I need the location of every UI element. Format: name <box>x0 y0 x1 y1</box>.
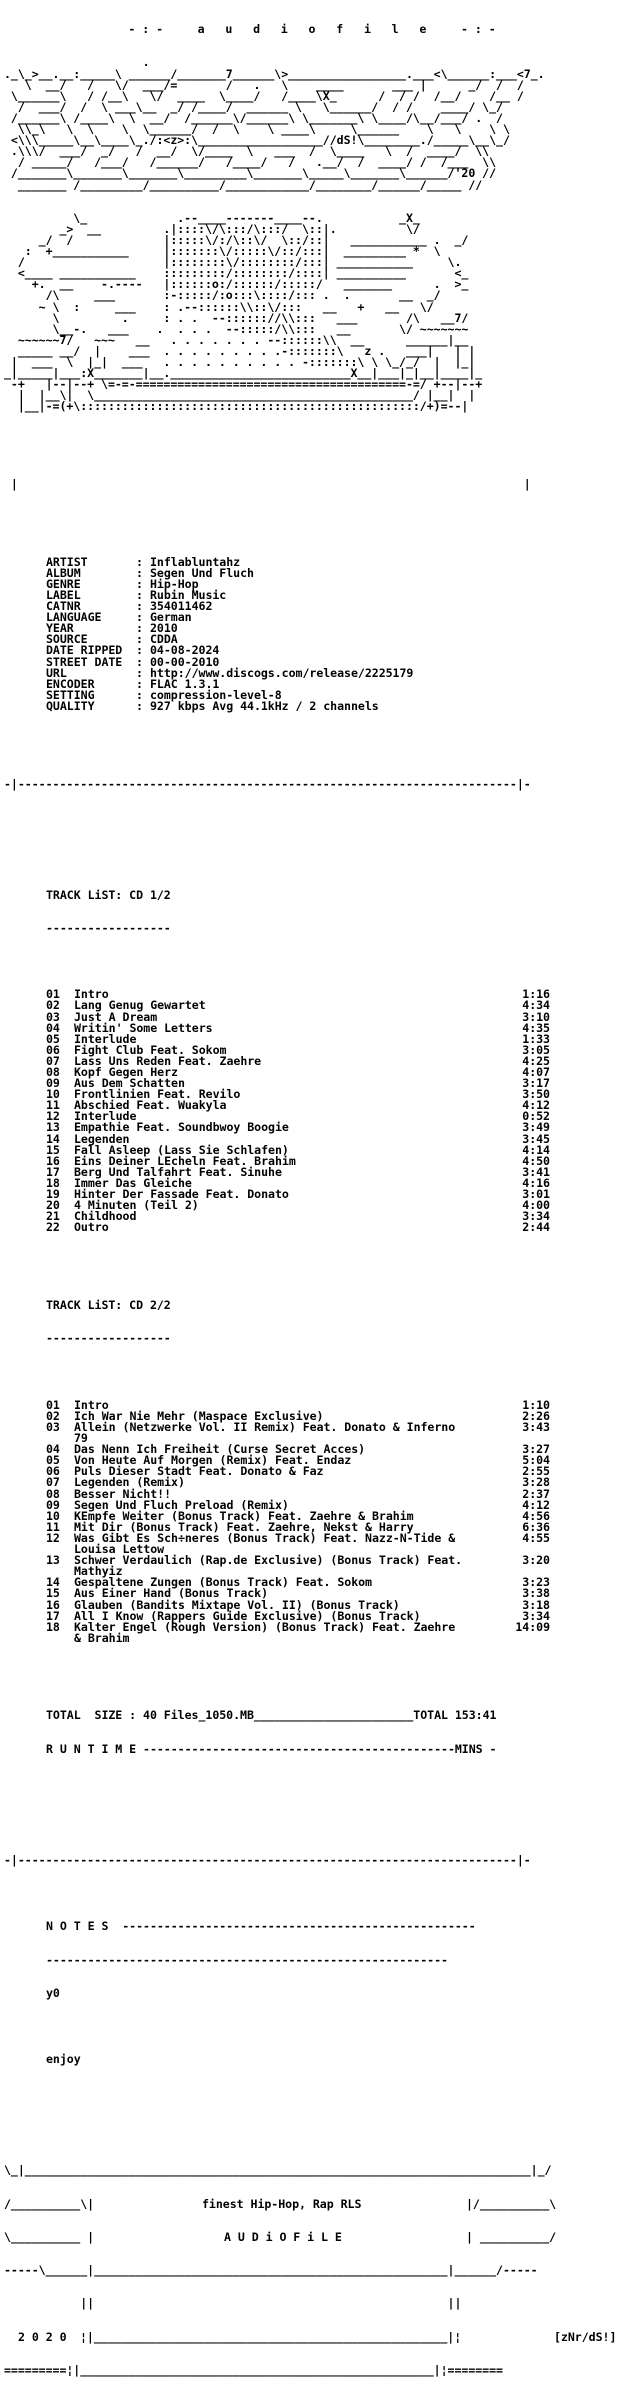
info-key: STREET DATE <box>46 654 123 669</box>
track-title-continuation: & Brahim <box>74 1630 130 1645</box>
track-title: Childhood <box>74 1209 137 1224</box>
track-number: 15 <box>46 1142 60 1157</box>
track-number: 11 <box>46 1519 60 1534</box>
track-number: 14 <box>46 1131 60 1146</box>
info-value: 2010 <box>150 621 178 636</box>
info-value: Rubin Music <box>150 587 227 602</box>
track-time: 3:38 <box>522 1586 550 1601</box>
track-time: 3:17 <box>522 1076 550 1091</box>
section-divider: -|------------------------------------------------------------------------|- <box>4 776 531 791</box>
info-key: URL <box>46 665 67 680</box>
info-row <box>4 698 620 713</box>
footer-border-1: \_|_________________________________________________________________________|_/ <box>4 2163 552 2178</box>
track-number: 22 <box>46 1220 60 1235</box>
track-title: Abschied Feat. Wuakyla <box>74 1098 227 1113</box>
track-title: Was Gibt Es Sch÷neres (Bonus Track) Feat. Nazz-N-Tide & <box>74 1530 456 1545</box>
building-art-line: _> __ .|::::\/\:::/\:::/ \::|. \/ <box>4 221 476 236</box>
track-time: 3:43 <box>522 1420 550 1434</box>
track-time: 3:20 <box>522 1553 550 1568</box>
track-title: Interlude <box>74 1031 137 1046</box>
notes-heading: N O T E S --------------------------------------------------- <box>46 1919 476 1934</box>
footer-tagline: finest Hip-Hop, Rap RLS <box>202 2196 362 2211</box>
track-number: 04 <box>46 1442 60 1457</box>
track-number: 17 <box>46 1164 60 1179</box>
info-key: LABEL <box>46 587 81 602</box>
track-number: 05 <box>46 1453 60 1468</box>
track-number: 03 <box>46 1420 60 1434</box>
frame-border-top: | | <box>4 477 531 492</box>
track-number: 16 <box>46 1153 60 1168</box>
track-title: Immer Das Gleiche <box>74 1175 192 1190</box>
track-title: Von Heute Auf Morgen (Remix) Feat. Endaz <box>74 1453 352 1468</box>
info-key: CATNR <box>46 599 81 614</box>
track-title: Intro <box>74 987 109 1002</box>
logo-art-line: \______\ / /__\ \/ ____ \____/ /____\X_ / / / /__/ /__ / <box>4 88 531 103</box>
track-time: 4:56 <box>522 1508 550 1523</box>
notes-divider-top: -|------------------------------------------------------------------------|- <box>4 1852 531 1867</box>
building-art-line: |__|-=(+\:::::::::::::::::::::::::::::::::::::::::::::::::/+)=--| <box>4 399 483 414</box>
info-value: http://www.discogs.com/release/2225179 <box>150 665 414 680</box>
track-title: Kopf Gegen Herz <box>74 1065 178 1079</box>
track-title: 4 Minuten (Teil 2) <box>74 1198 199 1213</box>
building-art-line: /\ ___ :-:::::/:o:::\::::/::: . . __ _/ <box>4 288 469 303</box>
logo-art-line: /_______\_______\_______\_________\_______\_____\_______\______/'20 // <box>4 166 510 181</box>
info-key: ARTIST <box>46 554 88 569</box>
track-time: 2:37 <box>522 1486 550 1501</box>
footer-border-3: || || <box>4 2296 462 2311</box>
track-time: 3:49 <box>522 1120 550 1135</box>
track-time: 5:04 <box>522 1453 550 1468</box>
track-number: 18 <box>46 1175 60 1190</box>
track-title: Ich War Nie Mehr (Maspace Exclusive) <box>74 1408 324 1423</box>
info-row <box>4 612 620 623</box>
info-key: ALBUM <box>46 565 81 580</box>
track-number: 01 <box>46 1397 60 1412</box>
footer-border-4: =========¦|___________________________________________________|¦======== <box>4 2362 503 2377</box>
track-title: Mit Dir (Bonus Track) Feat. Zaehre, Nekst & Harry <box>74 1519 414 1534</box>
info-key: QUALITY <box>46 698 95 713</box>
footer-year: 2 0 2 0 <box>18 2329 67 2344</box>
info-value: Hip-Hop <box>150 576 199 591</box>
track-title: Legenden <box>74 1131 130 1146</box>
track-number: 13 <box>46 1120 60 1135</box>
track-title: Intro <box>74 1397 109 1412</box>
track-title: Just A Dream <box>74 1009 158 1024</box>
track-number: 16 <box>46 1597 60 1612</box>
building-art-line: : +___________ |:::::::\/:::::\/::/:::| _________ * \ <box>4 244 469 259</box>
info-key: DATE RIPPED <box>46 643 123 658</box>
track-number: 02 <box>46 1408 60 1423</box>
building-art-line: +. __ -.---- |::::::o:/::::::/:::::/ _______ . >_ <box>4 277 476 292</box>
info-separator: : <box>136 587 143 602</box>
logo-art-line: .\\\/ ___/ _/ / __/ \/____ \ ___ / \____ \ / ____/ \\ <box>4 144 503 159</box>
logo-art-line: \\_\ \ \ \ \______/ / \ \ ____\ \______ \ \ \ \ <box>4 122 524 137</box>
track-time: 4:07 <box>522 1065 550 1079</box>
track-time: 4:50 <box>522 1153 550 1168</box>
track-title: Outro <box>74 1220 109 1235</box>
logo-art-line: <\\\_____\__\____\_./:<z>:\__________________//dS!\________./_____\__\_/ <box>4 133 517 148</box>
track-number: 17 <box>46 1608 60 1623</box>
track-row <box>4 1422 620 1433</box>
track-title: All I Know (Rappers Guide Exclusive) (Bonus Track) <box>74 1608 421 1623</box>
track-time: 2:26 <box>522 1408 550 1423</box>
footer-brand-row: \__________ | A U D i O F i L E | __________/ <box>4 2229 557 2244</box>
track-number: 10 <box>46 1087 60 1102</box>
building-art-line: ~ \ : ___ : .--::::::\\::\/::: __ + __ \/ <box>4 299 462 314</box>
track-time: 3:28 <box>522 1475 550 1490</box>
track-number: 07 <box>46 1053 60 1068</box>
track-time: 4:12 <box>522 1098 550 1113</box>
track-title-continuation: Mathyiz <box>74 1564 123 1579</box>
info-separator: : <box>136 632 143 647</box>
logo-art-line: / _____/ /___/ /______/ /____/ / .__/ / ____/ / /___ \\ <box>4 155 510 170</box>
building-art-line: \ . : . . --:::::://\\::: ___ /\ __7/ <box>4 310 476 325</box>
track-title: Lass Uns Reden Feat. Zaehre <box>74 1053 262 1068</box>
track-number: 01 <box>46 987 60 1002</box>
info-separator: : <box>136 698 143 713</box>
track-time: 1:16 <box>522 987 550 1002</box>
track-title: Segen Und Fluch Preload (Remix) <box>74 1497 289 1512</box>
track-title: Das Nenn Ich Freiheit (Curse Secret Acces) <box>74 1442 366 1457</box>
notes-line-2: enjoy <box>46 2052 81 2067</box>
track-time: 3:10 <box>522 1009 550 1024</box>
logo-art-line: \ __/ / \/ ___/= / . \ ____ ___ | _/ / / <box>4 77 531 92</box>
logo-art-line: _______ /_________/__________/____________/________/______/_____ // <box>4 177 503 192</box>
logo-art-line: /______\ /____\ \ __/ /______\/______\ \_______\ \____/\__/___/ . / <box>4 110 524 125</box>
track-title: Berg Und Talfahrt Feat. Sinuhe <box>74 1164 282 1179</box>
track-time: 3:18 <box>522 1597 550 1612</box>
track-title: Glauben (Bandits Mixtape Vol. II) (Bonus Track) <box>74 1597 400 1612</box>
info-separator: : <box>136 687 143 702</box>
info-row <box>4 576 620 591</box>
track-time: 0:52 <box>522 1109 550 1124</box>
track-number: 06 <box>46 1042 60 1057</box>
footer-tagline-row: /__________\| finest Hip-Hop, Rap RLS |/__________\ <box>4 2196 557 2211</box>
info-row <box>4 676 620 691</box>
track-number: 15 <box>46 1586 60 1601</box>
info-value: Segen Und Fluch <box>150 565 254 580</box>
track-number: 03 <box>46 1009 60 1024</box>
info-separator: : <box>136 654 143 669</box>
track-time: 4:16 <box>522 1175 550 1190</box>
track-title: Aus Dem Schatten <box>74 1076 185 1091</box>
track-number: 12 <box>46 1530 60 1545</box>
info-value: FLAC 1.3.1 <box>150 676 220 691</box>
track-time: 14:09 <box>515 1619 550 1634</box>
track-number: 13 <box>46 1553 60 1568</box>
info-key: SETTING <box>46 687 95 702</box>
track-number: 12 <box>46 1109 60 1124</box>
info-separator: : <box>136 610 143 625</box>
track-title: Allein (Netzwerke Vol. II Remix) Feat. Donato & Inferno <box>74 1420 456 1434</box>
cd2-heading: TRACK LiST: CD 2/2 <box>46 1297 171 1312</box>
track-time: 3:23 <box>522 1575 550 1590</box>
track-number: 08 <box>46 1065 60 1079</box>
info-key: GENRE <box>46 576 81 591</box>
cd1-track-list <box>4 989 620 1233</box>
info-separator: : <box>136 676 143 691</box>
logo-art-line: ._\_>__.__:_____\ ______/_______7______\>_________________.___<\______:___<7_. <box>4 66 545 81</box>
track-title: KEmpfe Weiter (Bonus Track) Feat. Zaehre & Brahim <box>74 1508 414 1523</box>
track-title: Interlude <box>74 1109 137 1124</box>
info-value: 00-00-2010 <box>150 654 220 669</box>
track-number: 08 <box>46 1486 60 1501</box>
info-row <box>4 665 620 680</box>
track-time: 3:41 <box>522 1164 550 1179</box>
track-number: 09 <box>46 1497 60 1512</box>
info-key: LANGUAGE <box>46 610 102 625</box>
track-time: 3:05 <box>522 1042 550 1057</box>
info-separator: : <box>136 576 143 591</box>
info-key: ENCODER <box>46 676 95 691</box>
notes-divider: ---------------------------------------------------------- <box>46 1952 448 1967</box>
track-time: 1:33 <box>522 1031 550 1046</box>
track-title: Kalter Engel (Rough Version) (Bonus Track) Feat. Zaehre <box>74 1619 456 1634</box>
track-number: 02 <box>46 998 60 1013</box>
total-size-line: TOTAL SIZE : 40 Files_1050.MB_______________________TOTAL 153:41 <box>46 1708 497 1723</box>
building-art-line: / |::::::::\/::::::::/:::| ___________ \. <box>4 255 476 270</box>
logo-art-line: . <box>4 55 524 70</box>
track-time: 4:35 <box>522 1020 550 1035</box>
building-art-line: | |__\| \______________________________________________/ |__| | <box>4 388 490 403</box>
info-value: 927 kbps Avg 44.1kHz / 2 channels <box>150 698 379 713</box>
info-separator: : <box>136 554 143 569</box>
track-time: 4:12 <box>522 1497 550 1512</box>
logo-ascii-art <box>4 57 620 190</box>
track-time: 4:00 <box>522 1198 550 1213</box>
track-number: 07 <box>46 1475 60 1490</box>
info-value: 354011462 <box>150 599 213 614</box>
info-separator: : <box>136 665 143 680</box>
track-title: Schwer Verdaulich (Rap.de Exclusive) (Bonus Track) Feat. <box>74 1553 463 1568</box>
track-number: 21 <box>46 1209 60 1224</box>
building-art-line: ~~~~~~7/ ~~~ __ . . . . . . . --::::::\\ __ ______|__ <box>4 332 476 347</box>
track-number: 14 <box>46 1575 60 1590</box>
track-title-continuation: 79 <box>74 1431 88 1446</box>
track-time: 6:36 <box>522 1519 550 1534</box>
track-title: Lang Genug Gewartet <box>74 998 206 1013</box>
footer-brand: A U D i O F i L E <box>224 2229 342 2244</box>
cd2-track-list <box>4 1397 620 1645</box>
track-title: Gespaltene Zungen (Bonus Track) Feat. Sokom <box>74 1575 372 1590</box>
track-time: 3:50 <box>522 1087 550 1102</box>
info-row <box>4 623 620 634</box>
building-art-line: \__-. ___ . . . . --:::::/\\::: __ \/ ~~~~~~~ <box>4 321 476 336</box>
building-art-line: <____ ___________ :::::::::/::::::::/::::| __________ <_ <box>4 266 476 281</box>
cd1-heading-underline: ------------------ <box>46 920 171 935</box>
track-time: 2:44 <box>522 1220 550 1235</box>
track-title: Aus Einer Hand (Bonus Track) <box>74 1586 269 1601</box>
track-number: 10 <box>46 1508 60 1523</box>
track-row-continuation <box>4 1630 620 1645</box>
track-number: 11 <box>46 1098 60 1113</box>
building-ascii-art <box>4 210 620 414</box>
info-separator: : <box>136 565 143 580</box>
info-value: German <box>150 610 192 625</box>
nfo-document <box>4 2 620 2387</box>
track-row <box>4 1222 620 1233</box>
track-time: 3:27 <box>522 1442 550 1457</box>
track-number: 09 <box>46 1076 60 1091</box>
track-title-continuation: Louisa Lettow <box>74 1542 165 1557</box>
track-time: 4:25 <box>522 1053 550 1068</box>
info-value: Inflabluntahz <box>150 554 241 569</box>
track-time: 4:55 <box>522 1530 550 1545</box>
track-time: 3:34 <box>522 1209 550 1224</box>
info-row <box>4 554 620 569</box>
info-row <box>4 587 620 602</box>
track-time: 3:01 <box>522 1187 550 1202</box>
track-time: 4:34 <box>522 998 550 1013</box>
header-title: - : - a u d i o f i l e - : - <box>128 22 496 37</box>
release-info <box>4 554 620 713</box>
info-value: compression-level-8 <box>150 687 282 702</box>
footer-border-2: -----\______|___________________________________________________|______/----- <box>4 2263 538 2278</box>
track-time: 3:34 <box>522 1608 550 1623</box>
track-title: Fall Asleep (Lass Sie Schlafen) <box>74 1142 289 1157</box>
track-title: Hinter Der Fassade Feat. Donato <box>74 1187 289 1202</box>
track-title: Besser Nicht!! <box>74 1486 172 1501</box>
info-key: SOURCE <box>46 632 88 647</box>
info-separator: : <box>136 621 143 636</box>
cd1-heading: TRACK LiST: CD 1/2 <box>46 887 171 902</box>
info-value: 04-08-2024 <box>150 643 220 658</box>
building-art-line: -+ |--|--+ \=-=-=======================================-=/ +--|--+ <box>4 377 497 392</box>
info-separator: : <box>136 643 143 658</box>
runtime-line: R U N T I M E ---------------------------------------------MINS - <box>46 1741 497 1756</box>
track-title: Eins Deiner LEcheln Feat. Brahim <box>74 1153 296 1168</box>
track-time: 3:45 <box>522 1131 550 1146</box>
track-number: 18 <box>46 1619 60 1634</box>
info-value: CDDA <box>150 632 178 647</box>
building-art-line: | ___ \ |_| ___ . . . . . . . . . . -:::::::\ \ \_/_/ | |_| <box>4 355 483 369</box>
building-art-line: \_ .--____-------____--. _X_ <box>4 210 469 225</box>
track-number: 04 <box>46 1020 60 1035</box>
track-time: 4:14 <box>522 1142 550 1157</box>
track-number: 20 <box>46 1198 60 1213</box>
building-art-line: _____ __/ | ___ . . . . . . . . .-:::::::\ z . ___| | | <box>4 343 476 358</box>
track-title: Fight Club Feat. Sokom <box>74 1042 227 1057</box>
info-row <box>4 565 620 580</box>
track-number: 06 <box>46 1464 60 1479</box>
track-number: 19 <box>46 1187 60 1202</box>
track-title: Legenden (Remix) <box>74 1475 185 1490</box>
track-title: Puls Dieser Stadt Feat. Donato & Faz <box>74 1464 324 1479</box>
track-time: 1:10 <box>522 1397 550 1412</box>
track-title: Frontlinien Feat. Revilo <box>74 1087 241 1102</box>
track-title: Writin' Some Letters <box>74 1020 213 1035</box>
building-art-line: _|_____|___:X_______|__.__________________________X__|___|_|__|____|_ <box>4 366 483 381</box>
building-art-line: _/ / |:::::\/:/\::\/ \::/::| ___________ . _/ <box>4 232 483 247</box>
cd2-heading-underline: ------------------ <box>46 1331 171 1346</box>
footer-signature-row: 2 0 2 0 ¦|___________________________________________________|¦ [zNr/dS!] <box>18 2329 617 2344</box>
track-time: 2:55 <box>522 1464 550 1479</box>
track-title: Empathie Feat. Soundbwoy Boogie <box>74 1120 289 1135</box>
footer-tag: [zNr/dS!] <box>554 2329 617 2344</box>
info-key: YEAR <box>46 621 74 636</box>
info-separator: : <box>136 599 143 614</box>
logo-art-line: / ___/ / \ ___\__ _/ /____/ ______ \ \______/ / / ____/ \_/ <box>4 99 531 114</box>
track-number: 05 <box>46 1031 60 1046</box>
notes-line-1: y0 <box>46 1985 60 2000</box>
